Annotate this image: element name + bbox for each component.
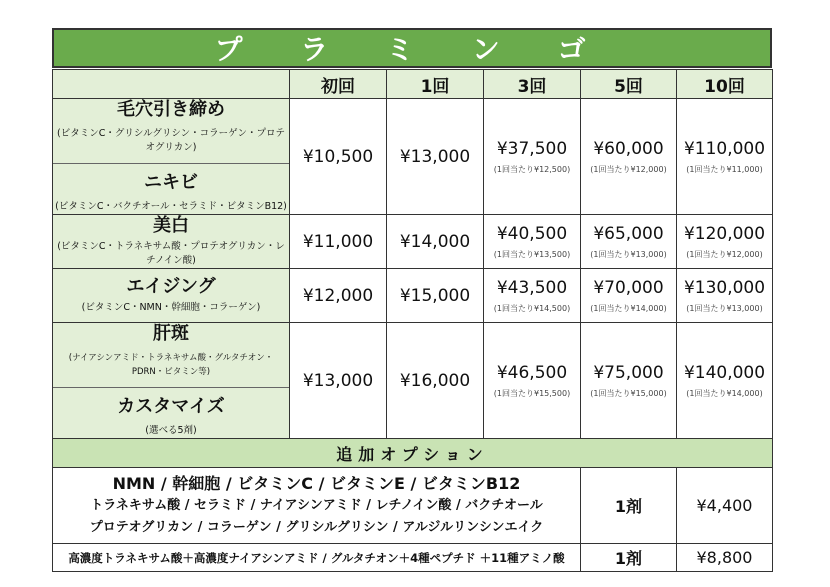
option-quantity: 1剤 bbox=[581, 468, 677, 544]
price-value: ¥10,500 bbox=[302, 146, 374, 167]
treatment-label bbox=[53, 99, 290, 215]
price-cell bbox=[484, 215, 581, 269]
per-session-price: (1回当たり¥12,000) bbox=[686, 249, 763, 259]
price-cell bbox=[581, 215, 677, 269]
treatment-ingredients: (ビタミンC・NMN・幹細胞・コラーゲン) bbox=[81, 302, 261, 313]
price-value: ¥13,000 bbox=[302, 370, 374, 391]
treatment-label bbox=[53, 215, 290, 269]
treatment-label bbox=[53, 269, 290, 323]
price-cell bbox=[677, 215, 773, 269]
price-row-pores-acne bbox=[53, 99, 773, 215]
price-value: ¥12,000 bbox=[302, 285, 374, 306]
per-session-price: (1回当たり¥13,000) bbox=[686, 303, 763, 313]
option-combo-quantity: 1剤 bbox=[581, 544, 677, 572]
price-value: ¥43,500 bbox=[496, 277, 568, 298]
per-session-price: (1回当たり¥12,500) bbox=[493, 164, 571, 174]
option-row-single bbox=[53, 468, 773, 544]
per-session-price: (1回当たり¥11,000) bbox=[686, 164, 763, 174]
price-value: ¥15,000 bbox=[399, 285, 471, 306]
option-header-row bbox=[53, 439, 773, 468]
price-value: ¥120,000 bbox=[683, 223, 766, 244]
price-cell bbox=[290, 215, 387, 269]
option-row-combo bbox=[53, 544, 773, 572]
column-header-3x: 3回 bbox=[484, 70, 581, 99]
treatment-ingredients: (ビタミンC・トラネキサム酸・プロテオグリカン・レチノイン酸) bbox=[57, 241, 285, 266]
price-cell bbox=[677, 99, 773, 215]
per-session-price: (1回当たり¥13,000) bbox=[590, 249, 667, 259]
option-line: トラネキサム酸 / セラミド / ナイアシンアミド / レチノイン酸 / バクチオール bbox=[90, 497, 543, 513]
treatment-ingredients: (選べる5剤) bbox=[145, 425, 197, 436]
price-value: ¥46,500 bbox=[496, 362, 568, 383]
treatment-name: エイジング bbox=[126, 276, 216, 297]
treatment-ingredients: (ビタミンC・バクチオール・セラミド・ビタミンB12) bbox=[55, 201, 287, 212]
price-cell bbox=[290, 323, 387, 439]
option-ingredient-list bbox=[53, 468, 581, 544]
price-cell bbox=[677, 269, 773, 323]
per-session-price: (1回当たり¥12,000) bbox=[590, 164, 667, 174]
price-cell bbox=[387, 323, 484, 439]
treatment-name: ニキビ bbox=[144, 172, 198, 193]
price-value: ¥16,000 bbox=[399, 370, 471, 391]
treatment-name: 肝斑 bbox=[153, 323, 189, 344]
column-header-5x: 5回 bbox=[581, 70, 677, 99]
price-value: ¥37,500 bbox=[496, 138, 568, 159]
treatment-name: 美白 bbox=[153, 215, 189, 236]
option-line: プロテオグリカン / コラーゲン / グリシルグリシン / アルジルリンシンエイク bbox=[89, 519, 544, 535]
price-cell bbox=[581, 323, 677, 439]
price-cell bbox=[387, 215, 484, 269]
price-cell bbox=[581, 269, 677, 323]
option-price: ¥4,400 bbox=[677, 468, 773, 544]
price-cell bbox=[581, 99, 677, 215]
treatment-ingredients: (ビタミンC・グリシルグリシン・コラーゲン・プロテオグリカン) bbox=[57, 128, 285, 153]
price-value: ¥75,000 bbox=[593, 362, 664, 383]
treatment-name: 毛穴引き締め bbox=[117, 99, 225, 120]
per-session-price: (1回当たり¥14,000) bbox=[590, 303, 667, 313]
per-session-price: (1回当たり¥13,500) bbox=[493, 249, 571, 259]
price-cell bbox=[677, 323, 773, 439]
per-session-price: (1回当たり¥14,000) bbox=[686, 388, 763, 398]
price-value: ¥11,000 bbox=[302, 231, 374, 252]
column-header-row bbox=[53, 70, 773, 99]
option-combo-label: 高濃度トラネキサム酸＋高濃度ナイアシンアミド / グルタチオン＋4種ペプチド ＋11種アミノ酸 bbox=[53, 544, 581, 572]
price-value: ¥60,000 bbox=[593, 138, 664, 159]
price-cell bbox=[484, 269, 581, 323]
column-header-first: 初回 bbox=[290, 70, 387, 99]
price-cell bbox=[484, 99, 581, 215]
price-table bbox=[52, 69, 773, 572]
treatment-name: カスタマイズ bbox=[117, 396, 225, 417]
page-title: プ ラ ミ ン ゴ bbox=[52, 28, 772, 68]
price-cell bbox=[290, 269, 387, 323]
price-row-melasma-custom bbox=[53, 323, 773, 439]
treatment-label bbox=[53, 323, 290, 439]
price-value: ¥140,000 bbox=[683, 362, 766, 383]
price-value: ¥13,000 bbox=[399, 146, 471, 167]
per-session-price: (1回当たり¥15,500) bbox=[493, 388, 571, 398]
price-cell bbox=[484, 323, 581, 439]
price-value: ¥130,000 bbox=[683, 277, 766, 298]
price-value: ¥65,000 bbox=[593, 223, 664, 244]
option-line: NMN / 幹細胞 / ビタミンC / ビタミンE / ビタミンB12 bbox=[112, 473, 521, 493]
column-header-1x: 1回 bbox=[387, 70, 484, 99]
option-header: 追加オプション bbox=[53, 439, 773, 468]
price-row-aging bbox=[53, 269, 773, 323]
price-value: ¥40,500 bbox=[496, 223, 568, 244]
price-cell bbox=[387, 99, 484, 215]
price-value: ¥110,000 bbox=[683, 138, 766, 159]
treatment-ingredients: (ナイアシンアミド・トラネキサム酸・グルタチオン・PDRN・ビタミン等) bbox=[68, 353, 274, 377]
price-cell bbox=[290, 99, 387, 215]
per-session-price: (1回当たり¥14,500) bbox=[493, 303, 571, 313]
price-row-whitening bbox=[53, 215, 773, 269]
column-header-10x: 10回 bbox=[677, 70, 773, 99]
per-session-price: (1回当たり¥15,000) bbox=[590, 388, 667, 398]
price-value: ¥14,000 bbox=[399, 231, 471, 252]
price-value: ¥70,000 bbox=[593, 277, 664, 298]
price-cell bbox=[387, 269, 484, 323]
column-header-blank bbox=[53, 70, 290, 99]
option-combo-price: ¥8,800 bbox=[677, 544, 773, 572]
